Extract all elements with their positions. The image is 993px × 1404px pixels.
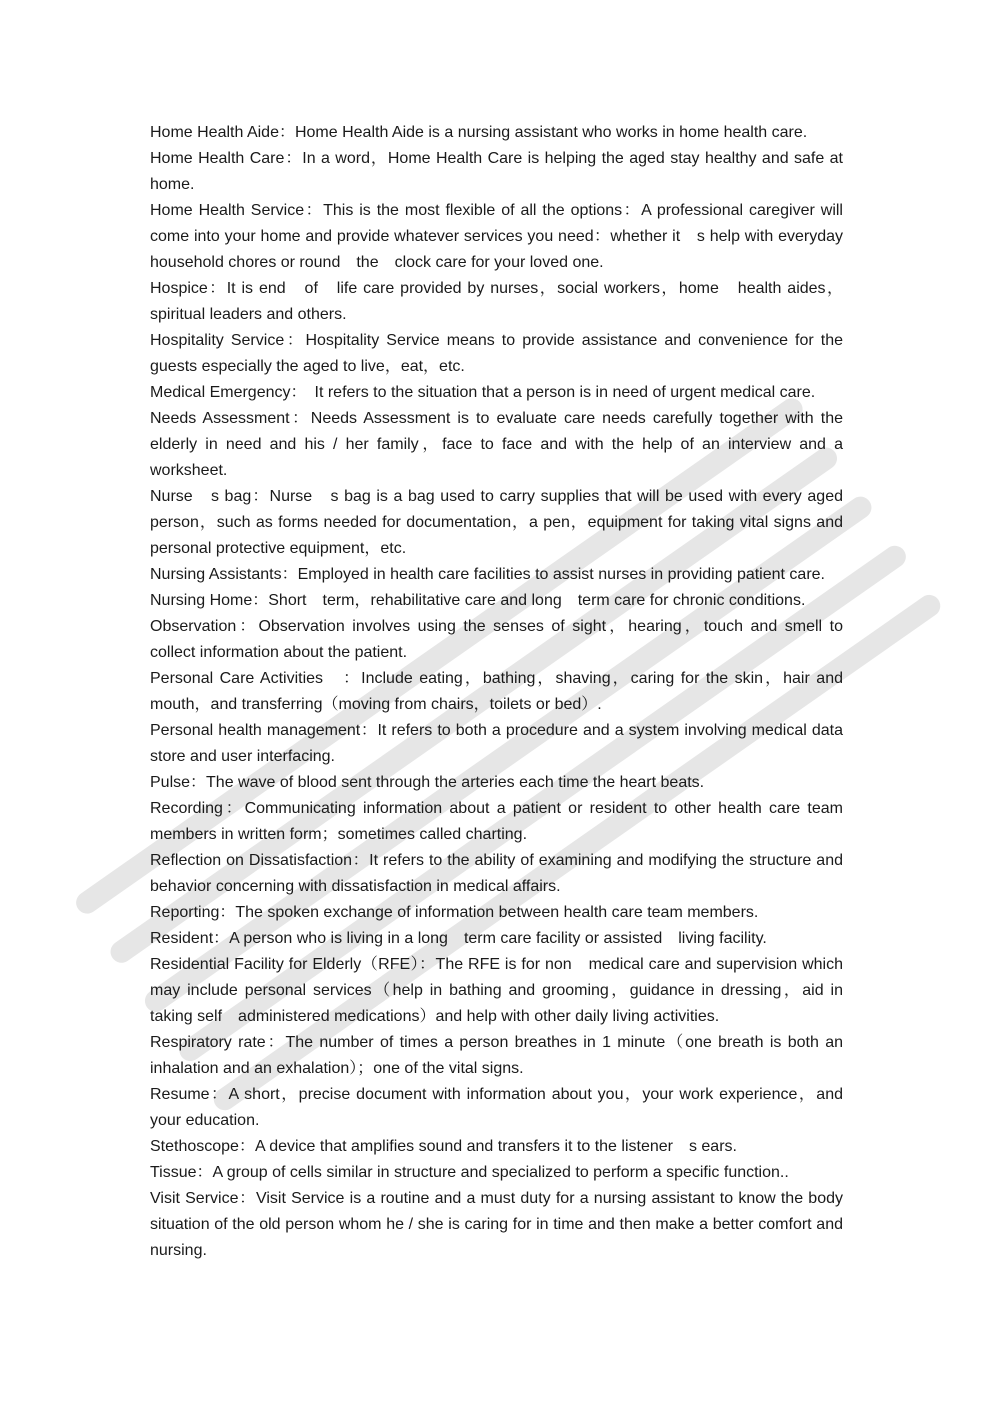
glossary-entry: Nursing Home：Short term，rehabilitative care and long term care for chronic conditions. — [150, 592, 806, 609]
glossary-entry: Home Health Care：In a word，Home Health Care is helping the aged stay healthy and safe at home. — [150, 150, 843, 193]
glossary-entry: Hospice：It is end of life care provided by nurses，social workers，home health aides，spiritual leaders and others. — [150, 280, 843, 323]
glossary-entry: Resume：A short，precise document with information about you，your work experience，and your education. — [150, 1086, 843, 1129]
glossary-entry: Stethoscope：A device that amplifies sound and transfers it to the listener s ears. — [150, 1138, 737, 1155]
glossary-entry: Nursing Assistants：Employed in health care facilities to assist nurses in providing patient care. — [150, 566, 825, 583]
glossary-entry: Reflection on Dissatisfaction：It refers to the ability of examining and modifying the structure and behavior concerning with dissatisfaction in medical affairs. — [150, 852, 843, 895]
glossary-entry: Respiratory rate：The number of times a person breathes in 1 minute（one breath is both an inhalation and an exhalation）；one of the vital signs. — [150, 1034, 843, 1077]
glossary-entry: Resident：A person who is living in a long term care facility or assisted living facility. — [150, 930, 767, 947]
glossary-entry: Observation：Observation involves using the senses of sight，hearing，touch and smell to collect information about the patient. — [150, 618, 843, 661]
glossary-entry: Home Health Service：This is the most flexible of all the options：A professional caregiver will come into your home and provide whatever services you need：whether it s help with everyday household chores or round the clock care for your loved one. — [150, 202, 843, 271]
glossary-entry: Tissue：A group of cells similar in structure and specialized to perform a specific function.. — [150, 1164, 789, 1181]
glossary-list — [150, 120, 843, 1264]
glossary-entry: Needs Assessment：Needs Assessment is to evaluate care needs carefully together with the elderly in need and his / her family，face to face and with the help of an interview and a worksheet. — [150, 410, 843, 479]
glossary-entry: Recording：Communicating information about a patient or resident to other health care team members in written form；sometimes called charting. — [150, 800, 844, 843]
glossary-entry: Residential Facility for Elderly（RFE）：The RFE is for non medical care and supervision which may include personal services（help in bathing and grooming，guidance in dressing，aid in taking self administered medications）and help with other daily living activities. — [150, 956, 843, 1025]
glossary-entry: Personal Care Activities ：Include eating，bathing，shaving，caring for the skin，hair and mouth，and transferring（moving from chairs，toilets or bed）. — [150, 670, 843, 713]
glossary-entry: Reporting：The spoken exchange of information between health care team members. — [150, 904, 759, 921]
glossary-entry: Pulse：The wave of blood sent through the arteries each time the heart beats. — [150, 774, 705, 791]
glossary-entry: Home Health Aide：Home Health Aide is a nursing assistant who works in home health care. — [150, 124, 808, 141]
glossary-entry: Medical Emergency： It refers to the situation that a person is in need of urgent medical care. — [150, 384, 816, 401]
glossary-entry: Hospitality Service：Hospitality Service means to provide assistance and convenience for the guests especially the aged to live，eat，etc. — [150, 332, 843, 375]
glossary-entry: Visit Service：Visit Service is a routine and a must duty for a nursing assistant to know the body situation of the old person whom he / she is caring for in time and then make a better comfort and nursing. — [150, 1190, 843, 1259]
glossary-entry: Personal health management：It refers to both a procedure and a system involving medical data store and user interfacing. — [150, 722, 843, 765]
glossary-entry: Nurse s bag：Nurse s bag is a bag used to carry supplies that will be used with every aged person，such as forms needed for documentation，a pen，equipment for taking vital signs and personal protective equipment，etc. — [150, 488, 843, 557]
